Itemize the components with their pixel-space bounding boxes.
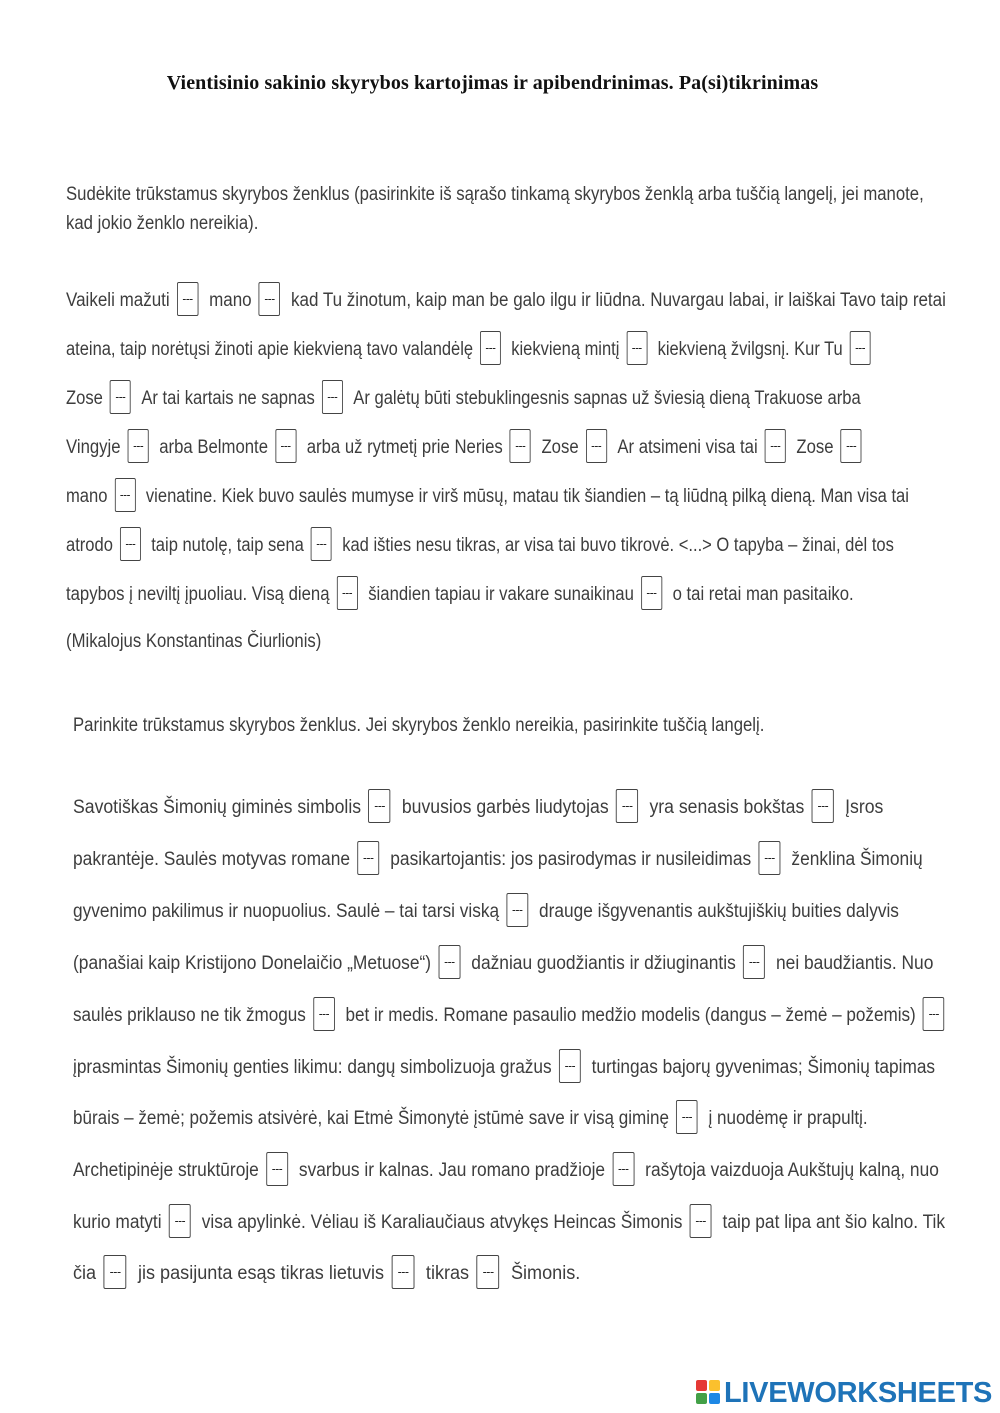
punctuation-select[interactable]: --- xyxy=(114,478,135,512)
punctuation-select[interactable]: --- xyxy=(812,789,834,823)
text-segment: mano xyxy=(66,486,108,508)
text-segment: šiandien tapiau ir vakare sunaikinau xyxy=(368,584,634,606)
text-segment: Vingyje xyxy=(66,437,121,459)
punctuation-select[interactable]: --- xyxy=(743,945,765,979)
text-line xyxy=(73,1257,580,1287)
text-segment: tapybos į neviltį įpuoliau. Visą dieną xyxy=(66,584,330,606)
punctuation-select[interactable]: --- xyxy=(690,1204,712,1238)
text-segment: gyvenimo pakilimus ir nuopuolius. Saulė – tai tarsi viską xyxy=(73,901,500,923)
punctuation-select[interactable]: --- xyxy=(510,429,531,463)
punctuation-select[interactable]: --- xyxy=(759,841,781,875)
text-line xyxy=(73,791,883,821)
text-line xyxy=(73,999,955,1029)
punctuation-select[interactable]: --- xyxy=(438,945,460,979)
text-line xyxy=(66,333,881,363)
text-line xyxy=(73,843,923,873)
text-segment: yra senasis bokštas xyxy=(649,797,805,819)
liveworksheets-logo xyxy=(696,1375,992,1411)
punctuation-select[interactable]: --- xyxy=(506,893,528,927)
text-segment: Savotiškas Šimonių giminės simbolis xyxy=(73,797,362,819)
text-line xyxy=(66,627,321,657)
text-segment: kiekvieną mintį xyxy=(511,339,620,361)
text-segment: visa apylinkė. Vėliau iš Karaliaučiaus atvykęs Heincas Šimonis xyxy=(201,1212,683,1234)
text-segment: Archetipinėje struktūroje xyxy=(73,1160,259,1182)
punctuation-select[interactable]: --- xyxy=(120,527,141,561)
punctuation-select[interactable]: --- xyxy=(337,576,358,610)
text-segment: čia xyxy=(73,1263,97,1285)
punctuation-select[interactable]: --- xyxy=(169,1204,191,1238)
page-title: Vientisinio sakinio skyrybos kartojimas ir apibendrinimas. Pa(si)tikrinimas xyxy=(166,72,819,94)
punctuation-select[interactable]: --- xyxy=(641,576,662,610)
text-segment: arba Belmonte xyxy=(159,437,268,459)
punctuation-select[interactable]: --- xyxy=(110,380,131,414)
text-line xyxy=(73,1051,935,1081)
punctuation-select[interactable]: --- xyxy=(177,282,198,316)
text-line xyxy=(66,578,854,608)
exercise1-instruction-line1: Sudėkite trūkstamus skyrybos ženklus (pasirinkite iš sąrašo tinkamą skyrybos ženklą arba tuščią langelį, jei manote, xyxy=(66,184,924,205)
exercise1-instruction xyxy=(66,180,924,238)
text-segment: kad išties nesu tikras, ar visa tai buvo tikrovė. <...> O tapyba – žinai, dėl tos xyxy=(342,535,894,557)
text-line xyxy=(73,947,933,977)
text-segment: nei baudžiantis. Nuo xyxy=(776,953,934,975)
punctuation-select[interactable]: --- xyxy=(612,1152,634,1186)
text-segment: mano xyxy=(209,290,252,312)
text-segment: o tai retai man pasitaiko. xyxy=(672,584,854,606)
punctuation-select[interactable]: --- xyxy=(322,380,343,414)
text-segment: pasikartojantis: jos pasirodymas ir nusileidimas xyxy=(390,849,752,871)
punctuation-select[interactable]: --- xyxy=(559,1049,581,1083)
punctuation-select[interactable]: --- xyxy=(357,841,379,875)
text-segment: Vaikeli mažuti xyxy=(66,290,170,312)
text-line xyxy=(66,431,872,461)
punctuation-select[interactable]: --- xyxy=(259,282,280,316)
punctuation-select[interactable]: --- xyxy=(392,1255,415,1289)
punctuation-select[interactable]: --- xyxy=(275,429,296,463)
text-line xyxy=(73,1154,939,1184)
punctuation-select[interactable]: --- xyxy=(923,997,945,1031)
text-segment: turtingas bajorų gyvenimas; Šimonių tapimas xyxy=(591,1057,936,1079)
text-segment: būrais – žemė; požemis atsivėrė, kai Etmė Šimonytė įstūmė save ir visą giminę xyxy=(73,1108,669,1130)
text-segment: jis pasijunta esąs tikras lietuvis xyxy=(137,1263,385,1285)
text-segment: saulės priklauso ne tik žmogus xyxy=(73,1005,306,1027)
text-segment: ženklina Šimonių xyxy=(791,849,923,871)
text-segment: Zose xyxy=(796,437,834,459)
text-segment: Zose xyxy=(541,437,579,459)
punctuation-select[interactable]: --- xyxy=(368,789,390,823)
text-line xyxy=(73,895,899,925)
text-segment: rašytoja vaizduoja Aukštujų kalną, nuo xyxy=(645,1160,939,1182)
punctuation-select[interactable]: --- xyxy=(586,429,607,463)
punctuation-select[interactable]: --- xyxy=(104,1255,127,1289)
text-segment: buvusios garbės liudytojas xyxy=(401,797,609,819)
text-segment: (Mikalojus Konstantinas Čiurlionis) xyxy=(66,631,322,652)
text-segment: bet ir medis. Romane pasaulio medžio modelis (dangus – žemė – požemis) xyxy=(345,1005,916,1027)
punctuation-select[interactable]: --- xyxy=(128,429,149,463)
text-segment: įprasmintas Šimonių genties likimu: dangų simbolizuoja gražus xyxy=(73,1057,552,1079)
text-line xyxy=(66,284,946,314)
text-line xyxy=(66,480,909,510)
punctuation-select[interactable]: --- xyxy=(850,331,871,365)
text-line xyxy=(73,1206,945,1236)
punctuation-select[interactable]: --- xyxy=(480,331,501,365)
logo-text: LIVEWORKSHEETS xyxy=(724,1376,993,1409)
text-segment: taip nutolę, taip sena xyxy=(151,535,304,557)
text-segment: (panašiai kaip Kristijono Donelaičio „Metuose“) xyxy=(73,953,432,975)
text-segment: į nuodėmę ir prapultį. xyxy=(708,1108,868,1130)
text-segment: dažniau guodžiantis ir džiuginantis xyxy=(471,953,736,975)
punctuation-select[interactable]: --- xyxy=(626,331,647,365)
text-segment: Zose xyxy=(66,388,103,410)
text-segment: Ar atsimeni visa tai xyxy=(617,437,758,459)
text-segment: Ar tai kartais ne sapnas xyxy=(141,388,315,410)
text-segment: ateina, taip norėtųsi žinoti apie kiekvieną tavo valandėlę xyxy=(66,339,474,361)
text-segment: kad Tu žinotum, kaip man be galo ilgu ir liūdna. Nuvargau labai, ir laiškai Tavo taip retai xyxy=(291,290,946,312)
punctuation-select[interactable]: --- xyxy=(313,997,335,1031)
text-segment: tikras xyxy=(425,1263,470,1285)
exercise2-instruction: Parinkite trūkstamus skyrybos ženklus. Jei skyrybos ženklo nereikia, pasirinkite tuščią langelį. xyxy=(73,715,765,736)
punctuation-select[interactable]: --- xyxy=(765,429,786,463)
text-segment: vienatine. Kiek buvo saulės mumyse ir virš mūsų, matau tik šiandien – tą liūdną pilką dieną. Man visa tai xyxy=(145,486,909,508)
punctuation-select[interactable]: --- xyxy=(266,1152,288,1186)
logo-mark-icon xyxy=(696,1380,722,1406)
text-segment: svarbus ir kalnas. Jau romano pradžioje xyxy=(298,1160,606,1182)
exercise1-instruction-line2: kad jokio ženklo nereikia). xyxy=(66,213,259,234)
text-segment: pakrantėje. Saulės motyvas romane xyxy=(73,849,351,871)
punctuation-select[interactable]: --- xyxy=(477,1255,500,1289)
text-segment: drauge išgyvenantis aukštujiškių buities dalyvis xyxy=(539,901,899,923)
text-segment: Ar galėtų būti stebuklingesnis sapnas už šviesią dieną Trakuose arba xyxy=(353,388,861,410)
punctuation-select[interactable]: --- xyxy=(311,527,332,561)
text-line xyxy=(66,529,894,559)
text-segment: kurio matyti xyxy=(73,1212,162,1234)
text-segment: atrodo xyxy=(66,535,113,557)
text-segment: taip pat lipa ant šio kalno. Tik xyxy=(722,1212,946,1234)
text-segment: arba už rytmetį prie Neries xyxy=(306,437,503,459)
text-segment: Šimonis. xyxy=(510,1263,581,1285)
text-line xyxy=(73,1102,868,1132)
text-line xyxy=(66,382,861,412)
punctuation-select[interactable]: --- xyxy=(676,1100,698,1134)
text-segment: Įsros xyxy=(845,797,884,819)
punctuation-select[interactable]: --- xyxy=(616,789,638,823)
text-segment: kiekvieną žvilgsnį. Kur Tu xyxy=(657,339,843,361)
punctuation-select[interactable]: --- xyxy=(841,429,862,463)
